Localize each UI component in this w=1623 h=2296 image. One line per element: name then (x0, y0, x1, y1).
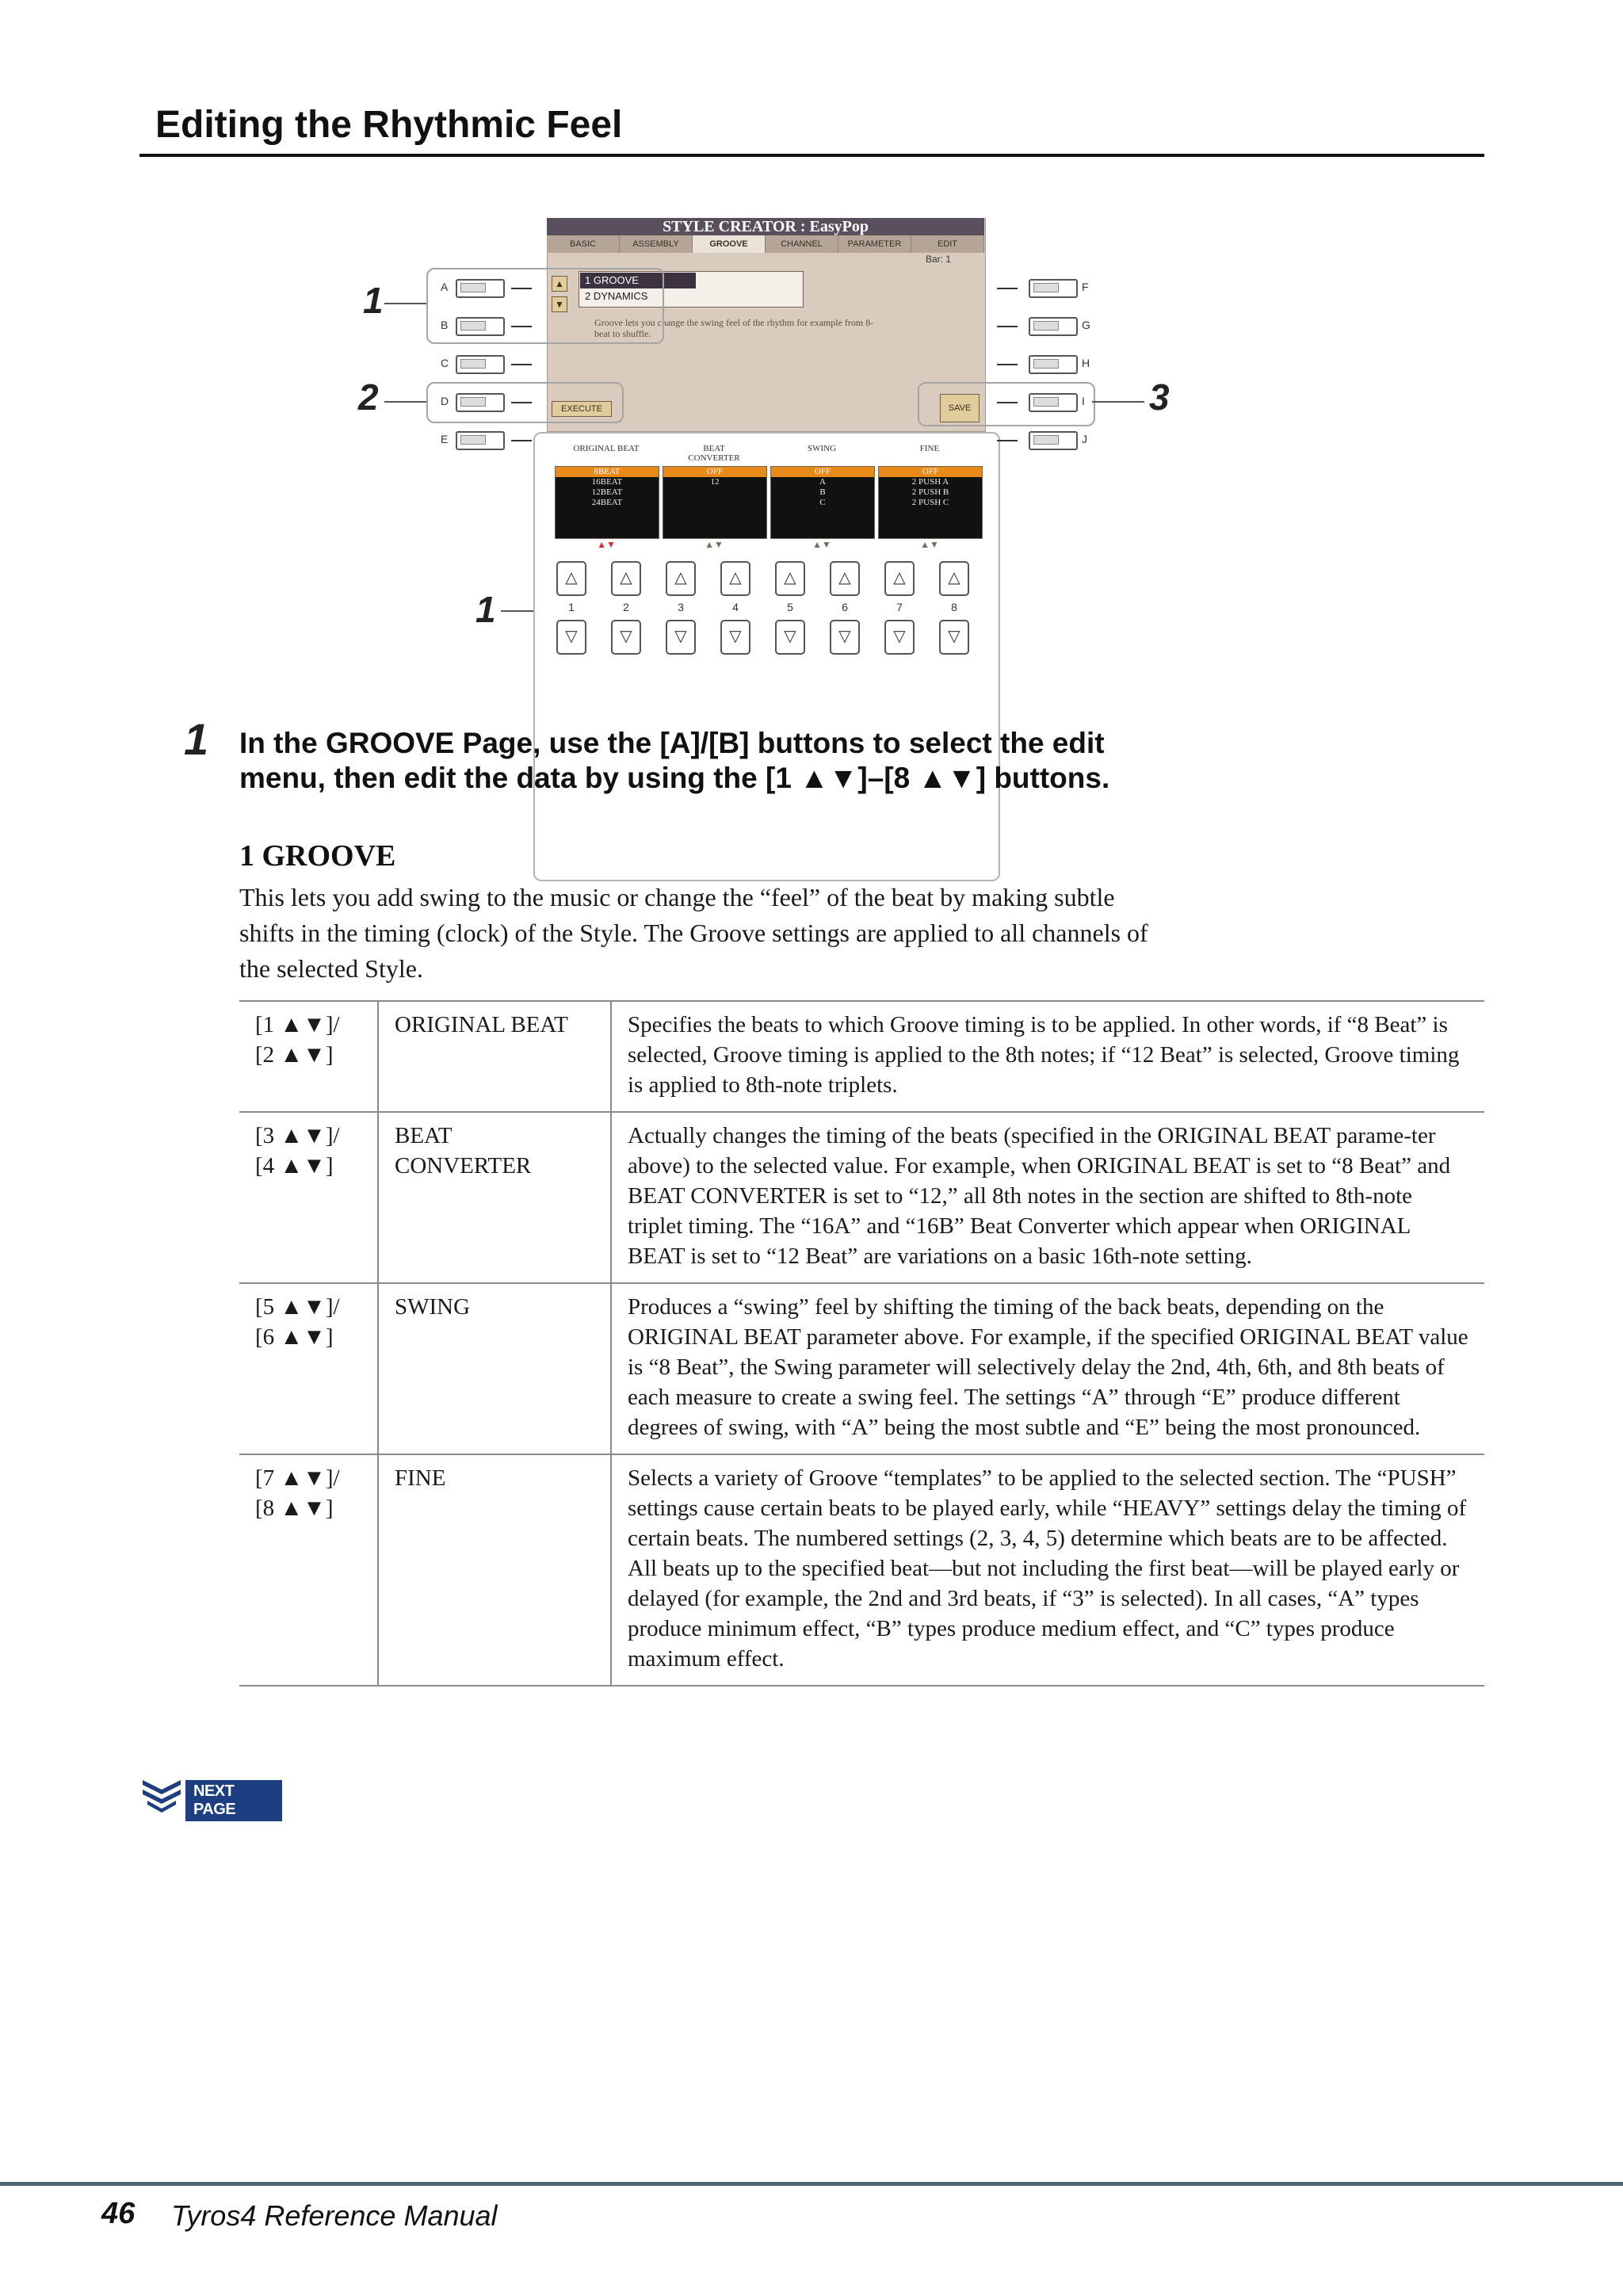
tab-parameter[interactable]: PARAMETER (838, 235, 911, 253)
param-scroll-icon: ▲▼ (812, 539, 831, 550)
callout-line (384, 303, 426, 304)
groove-parameter-table (239, 1000, 1484, 1687)
param-value: 2 PUSH C (911, 498, 949, 507)
groove-heading: 1 GROOVE (239, 839, 396, 873)
step-number: 1 (184, 714, 209, 764)
button-g[interactable] (1029, 317, 1078, 336)
param-scroll-icon: ▲▼ (920, 539, 939, 550)
table-cell-buttons (239, 1283, 378, 1454)
next-page-arrows-icon (139, 1778, 184, 1815)
button-j[interactable] (1029, 431, 1078, 450)
button-range: [4 ▲▼] (255, 1153, 334, 1179)
connector-line (511, 364, 532, 365)
button-5-up[interactable]: △ (775, 561, 805, 596)
param-head-line-2: ORIGINAL BEAT (573, 444, 640, 453)
lcd-screen-title: STYLE CREATOR : EasyPop (547, 218, 984, 235)
button-range: [2 ▲▼] (255, 1042, 334, 1068)
button-label-f: F (1082, 281, 1089, 293)
param-head-line-2: CONVERTER (688, 453, 740, 463)
save-button[interactable]: SAVE (940, 394, 980, 422)
button-4-up[interactable]: △ (720, 561, 750, 596)
button-h[interactable] (1029, 355, 1078, 374)
table-cell-description: Selects a variety of Groove “templates” to be applied to the selected section. The “PUSH” settings cause certain beats to be played early, while “HEAVY” settings delay the timing of certain beats. The numbered settings (2, 3, 4, 5) determine which beats are to be affected. All beats up to the specified beat—but not including the first beat—will be played early or delayed (for example, the 2nd and 3rd beats, if “3” is selected). In all cases, “A” types produce minimum effect, “B” types produce medium effect, and “C” types produce maximum effect. (611, 1454, 1484, 1686)
button-label-i: I (1082, 395, 1085, 407)
button-label-h: H (1082, 357, 1090, 369)
next-page-marker[interactable] (139, 1778, 282, 1818)
number-label: 8 (951, 601, 957, 613)
param-value: 2 PUSH A (911, 477, 949, 487)
table-cell-buttons (239, 1112, 378, 1283)
number-label: 3 (678, 601, 684, 613)
table-cell-parameter (378, 1283, 611, 1454)
param-scroll-icon: ▲▼ (705, 539, 724, 550)
button-e[interactable] (456, 431, 505, 450)
next-page-label: NEXT PAGE (185, 1780, 282, 1821)
table-cell-description: Specifies the beats to which Groove timing is to be applied. In other words, if “8 Beat” is selected, Groove timing is applied to the 8th notes; if “12 Beat” is selected, Groove timing is applied to 8th-note triplets. (611, 1001, 1484, 1112)
param-value: C (819, 498, 826, 507)
number-label: 2 (623, 601, 629, 613)
button-label-c: C (441, 357, 449, 369)
highlight-d-button (426, 382, 624, 423)
button-label-g: G (1082, 319, 1090, 331)
groove-description: This lets you add swing to the music or change the “feel” of the beat by making subtle shifts in the timing (clock) of the Style. The Groove settings are applied to all channels of the selected Style. (239, 883, 1148, 983)
button-label-a: A (441, 281, 449, 293)
button-label-b: B (441, 319, 449, 331)
button-3-up[interactable]: △ (666, 561, 696, 596)
button-label-e: E (441, 433, 449, 445)
menu-up-arrow-icon[interactable]: ▲ (552, 276, 567, 292)
button-6-down[interactable]: ▽ (830, 620, 860, 655)
lcd-description: Groove lets you change the swing feel of the rhythm for example from 8-beat to shuffle. (594, 317, 874, 339)
button-label-d: D (441, 395, 449, 407)
param-value: OFF (771, 467, 874, 477)
lcd-tab-bar (547, 235, 984, 253)
table-cell-buttons (239, 1001, 378, 1112)
number-label: 6 (842, 601, 848, 613)
tab-assembly[interactable]: ASSEMBLY (620, 235, 693, 253)
button-range: [8 ▲▼] (255, 1496, 334, 1521)
button-5-down[interactable]: ▽ (775, 620, 805, 655)
bar-indicator: Bar: 1 (926, 254, 952, 265)
param-value: OFF (663, 467, 766, 477)
parameter-name: BEAT (395, 1123, 453, 1148)
param-value: 12BEAT (591, 487, 623, 497)
parameter-name: CONVERTER (395, 1153, 532, 1179)
param-head-line-1: BEAT (703, 444, 725, 453)
button-7-up[interactable]: △ (884, 561, 915, 596)
param-scroll-icon: ▲▼ (597, 539, 616, 550)
menu-item-dynamics[interactable]: 2 DYNAMICS (585, 290, 648, 302)
callout-2: 2 (358, 376, 379, 418)
table-cell-parameter (378, 1001, 611, 1112)
button-4-down[interactable]: ▽ (720, 620, 750, 655)
button-range: [3 ▲▼]/ (255, 1123, 340, 1148)
table-cell-parameter (378, 1112, 611, 1283)
tab-channel[interactable]: CHANNEL (766, 235, 838, 253)
number-button-panel (533, 432, 1000, 881)
tab-edit[interactable]: EDIT (911, 235, 984, 253)
lcd-diagram (349, 206, 1220, 682)
param-value: OFF (879, 467, 982, 477)
table-row (239, 1001, 1484, 1112)
connector-line (997, 364, 1018, 365)
param-value: 8BEAT (556, 467, 659, 477)
connector-line (511, 440, 532, 441)
connector-line (997, 440, 1018, 441)
menu-down-arrow-icon[interactable]: ▼ (552, 296, 567, 312)
button-label-j: J (1082, 433, 1087, 445)
number-label: 4 (732, 601, 739, 613)
button-range: [7 ▲▼]/ (255, 1465, 340, 1491)
param-value: 12 (710, 477, 720, 487)
button-c[interactable] (456, 355, 505, 374)
menu-item-groove[interactable]: 1 GROOVE (580, 273, 696, 288)
number-label: 7 (896, 601, 903, 613)
callout-line (501, 610, 533, 612)
callout-1-bottom: 1 (475, 589, 496, 630)
button-8-down[interactable]: ▽ (939, 620, 969, 655)
button-range: [1 ▲▼]/ (255, 1012, 340, 1037)
table-row (239, 1112, 1484, 1283)
table-row (239, 1283, 1484, 1454)
callout-line (384, 401, 426, 403)
param-value: 24BEAT (591, 498, 623, 507)
button-7-down[interactable]: ▽ (884, 620, 915, 655)
param-value: A (819, 477, 826, 487)
param-head-line-2: SWING (807, 444, 837, 453)
execute-button[interactable]: EXECUTE (552, 401, 612, 417)
parameter-name: ORIGINAL BEAT (395, 1012, 568, 1037)
callout-3: 3 (1149, 376, 1170, 418)
highlight-ab-buttons (426, 268, 664, 344)
number-label: 5 (787, 601, 793, 613)
number-label: 1 (568, 601, 575, 613)
param-head-line-2: FINE (919, 444, 940, 453)
button-2-up[interactable]: △ (611, 561, 641, 596)
button-1-up[interactable]: △ (556, 561, 586, 596)
button-1-down[interactable]: ▽ (556, 620, 586, 655)
footer-manual-title: Tyros4 Reference Manual (171, 2199, 498, 2232)
param-value: B (819, 487, 826, 497)
button-3-down[interactable]: ▽ (666, 620, 696, 655)
callout-line (1092, 401, 1144, 403)
button-range: [5 ▲▼]/ (255, 1294, 340, 1320)
title-rule (139, 154, 1484, 157)
table-cell-buttons (239, 1454, 378, 1686)
table-cell-description: Produces a “swing” feel by shifting the timing of the back beats, depending on the ORIGINAL BEAT parameter above. For example, if the specified ORIGINAL BEAT value is “8 Beat”, the Swing parameter will selectively delay the 2nd, 4th, 6th, and 8th beats of each measure to create a swing feel. The settings “A” through “E” produce different degrees of swing, with “A” being the most subtle and “E” being the most pronounced. (611, 1283, 1484, 1454)
button-6-up[interactable]: △ (830, 561, 860, 596)
button-2-down[interactable]: ▽ (611, 620, 641, 655)
table-cell-parameter (378, 1454, 611, 1686)
footer-rule (0, 2182, 1623, 2186)
parameter-name: FINE (395, 1465, 446, 1491)
tab-basic[interactable]: BASIC (547, 235, 620, 253)
table-row (239, 1454, 1484, 1686)
step-instruction: In the GROOVE Page, use the [A]/[B] buttons to select the edit menu, then edit the data by using the [1 ▲▼]–[8 ▲▼] buttons. (239, 727, 1110, 794)
button-f[interactable] (1029, 279, 1078, 298)
button-8-up[interactable]: △ (939, 561, 969, 596)
connector-line (997, 288, 1018, 289)
section-title: Editing the Rhythmic Feel (155, 104, 623, 146)
highlight-i-button (918, 382, 1095, 426)
param-value: 16BEAT (591, 477, 623, 487)
parameter-name: SWING (395, 1294, 471, 1320)
tab-groove[interactable]: GROOVE (693, 235, 766, 253)
param-value: 2 PUSH B (911, 487, 949, 497)
connector-line (997, 326, 1018, 327)
callout-1-top: 1 (363, 280, 384, 321)
button-range: [6 ▲▼] (255, 1324, 334, 1350)
table-cell-description: Actually changes the timing of the beats (specified in the ORIGINAL BEAT parame-ter above) to the selected value. For example, when ORIGINAL BEAT is set to “8 Beat” and BEAT CONVERTER is set to “12,” all 8th notes in the section are shifted to 8th-note triplet timing. The “16A” and “16B” Beat Converter which appear when ORIGINAL BEAT is set to “12 Beat” are variations on a basic 16th-note setting. (611, 1112, 1484, 1283)
footer-page-number: 46 (101, 2197, 136, 2230)
